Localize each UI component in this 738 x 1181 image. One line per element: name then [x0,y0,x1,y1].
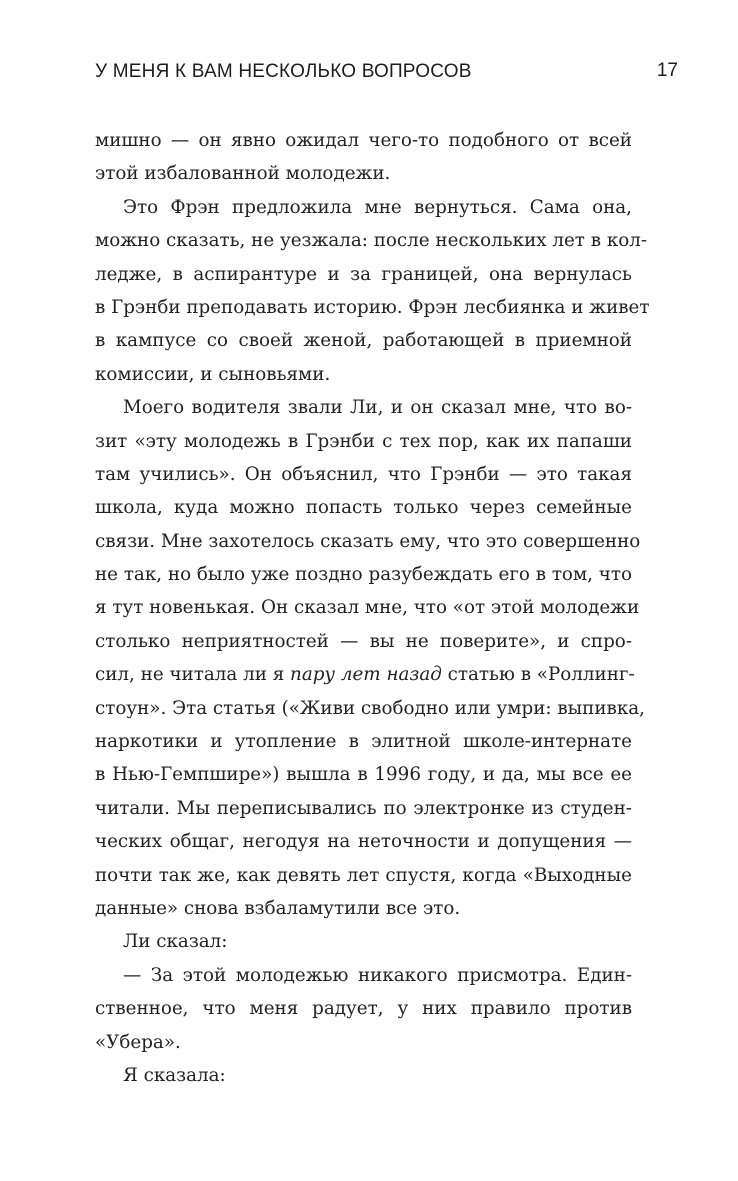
text-line: почти так же, как девять лет спустя, когда «Выходные [95,864,632,886]
text-line: — За этой молодежью никакого присмотра. Един- [123,964,632,986]
text-line: Моего водителя звали Ли, и он сказал мне, что во- [123,397,632,419]
text-run: статью в «Роллинг- [441,664,635,686]
text-run: сил, не читала ли я [95,664,291,686]
text-line: школа, куда можно попасть только через семейные [95,497,632,519]
text-line: Я сказала: [123,1064,226,1086]
text-line: Это Фрэн предложила мне вернуться. Сама она, [123,196,632,218]
page-number: 17 [656,60,678,81]
text-line: зит «эту молодежь в Грэнби с тех пор, как их папаши [95,430,632,452]
running-title: У МЕНЯ К ВАМ НЕСКОЛЬКО ВОПРОСОВ [95,61,472,82]
text-line: в кампусе со своей женой, работающей в приемной [95,330,632,352]
text-line: ственное, что меня радует, у них правило против [95,998,632,1020]
text-line: наркотики и утопление в элитной школе-интернате [95,731,632,753]
text-line: этой избалованной молодежи. [95,163,391,185]
text-line: читали. Мы переписывались по электронке из студен- [95,797,632,819]
text-line: ческих общаг, негодуя на неточности и допущения — [95,831,632,853]
text-line: я тут новенькая. Он сказал мне, что «от этой молодежи [95,597,640,619]
text-line: столько неприятностей — вы не поверите», и спро- [95,630,632,652]
text-line: Ли сказал: [123,931,228,953]
text-line: в Нью-Гемпшире») вышла в 1996 году, и да, мы все ее [95,764,632,786]
italic-text-run: пару лет назад [290,664,442,686]
text-line: связи. Мне захотелось сказать ему, что это совершенно [95,530,641,552]
text-line: в Грэнби преподавать историю. Фрэн лесбиянка и живет [95,296,650,318]
text-line: мишно — он явно ожидал чего-то подобного от всей [95,130,632,151]
text-line: комиссии, и сыновьями. [95,363,331,385]
body-text [95,124,650,1092]
text-line: можно сказать, не уезжала: после нескольких лет в кол- [95,230,648,252]
text-line: «Убера». [95,1031,181,1053]
text-line: данные» снова взбаламутили все это. [95,897,461,919]
text-line: стоун». Эта статья («Живи свободно или умри: выпивка, [95,697,645,719]
text-line: не так, но было уже поздно разубеждать его в том, что [95,564,632,586]
text-line [95,658,635,691]
text-line: ледже, в аспирантуре и за границей, она вернулась [95,263,632,285]
text-line: там учились». Он объяснил, что Грэнби — это такая [95,463,632,485]
